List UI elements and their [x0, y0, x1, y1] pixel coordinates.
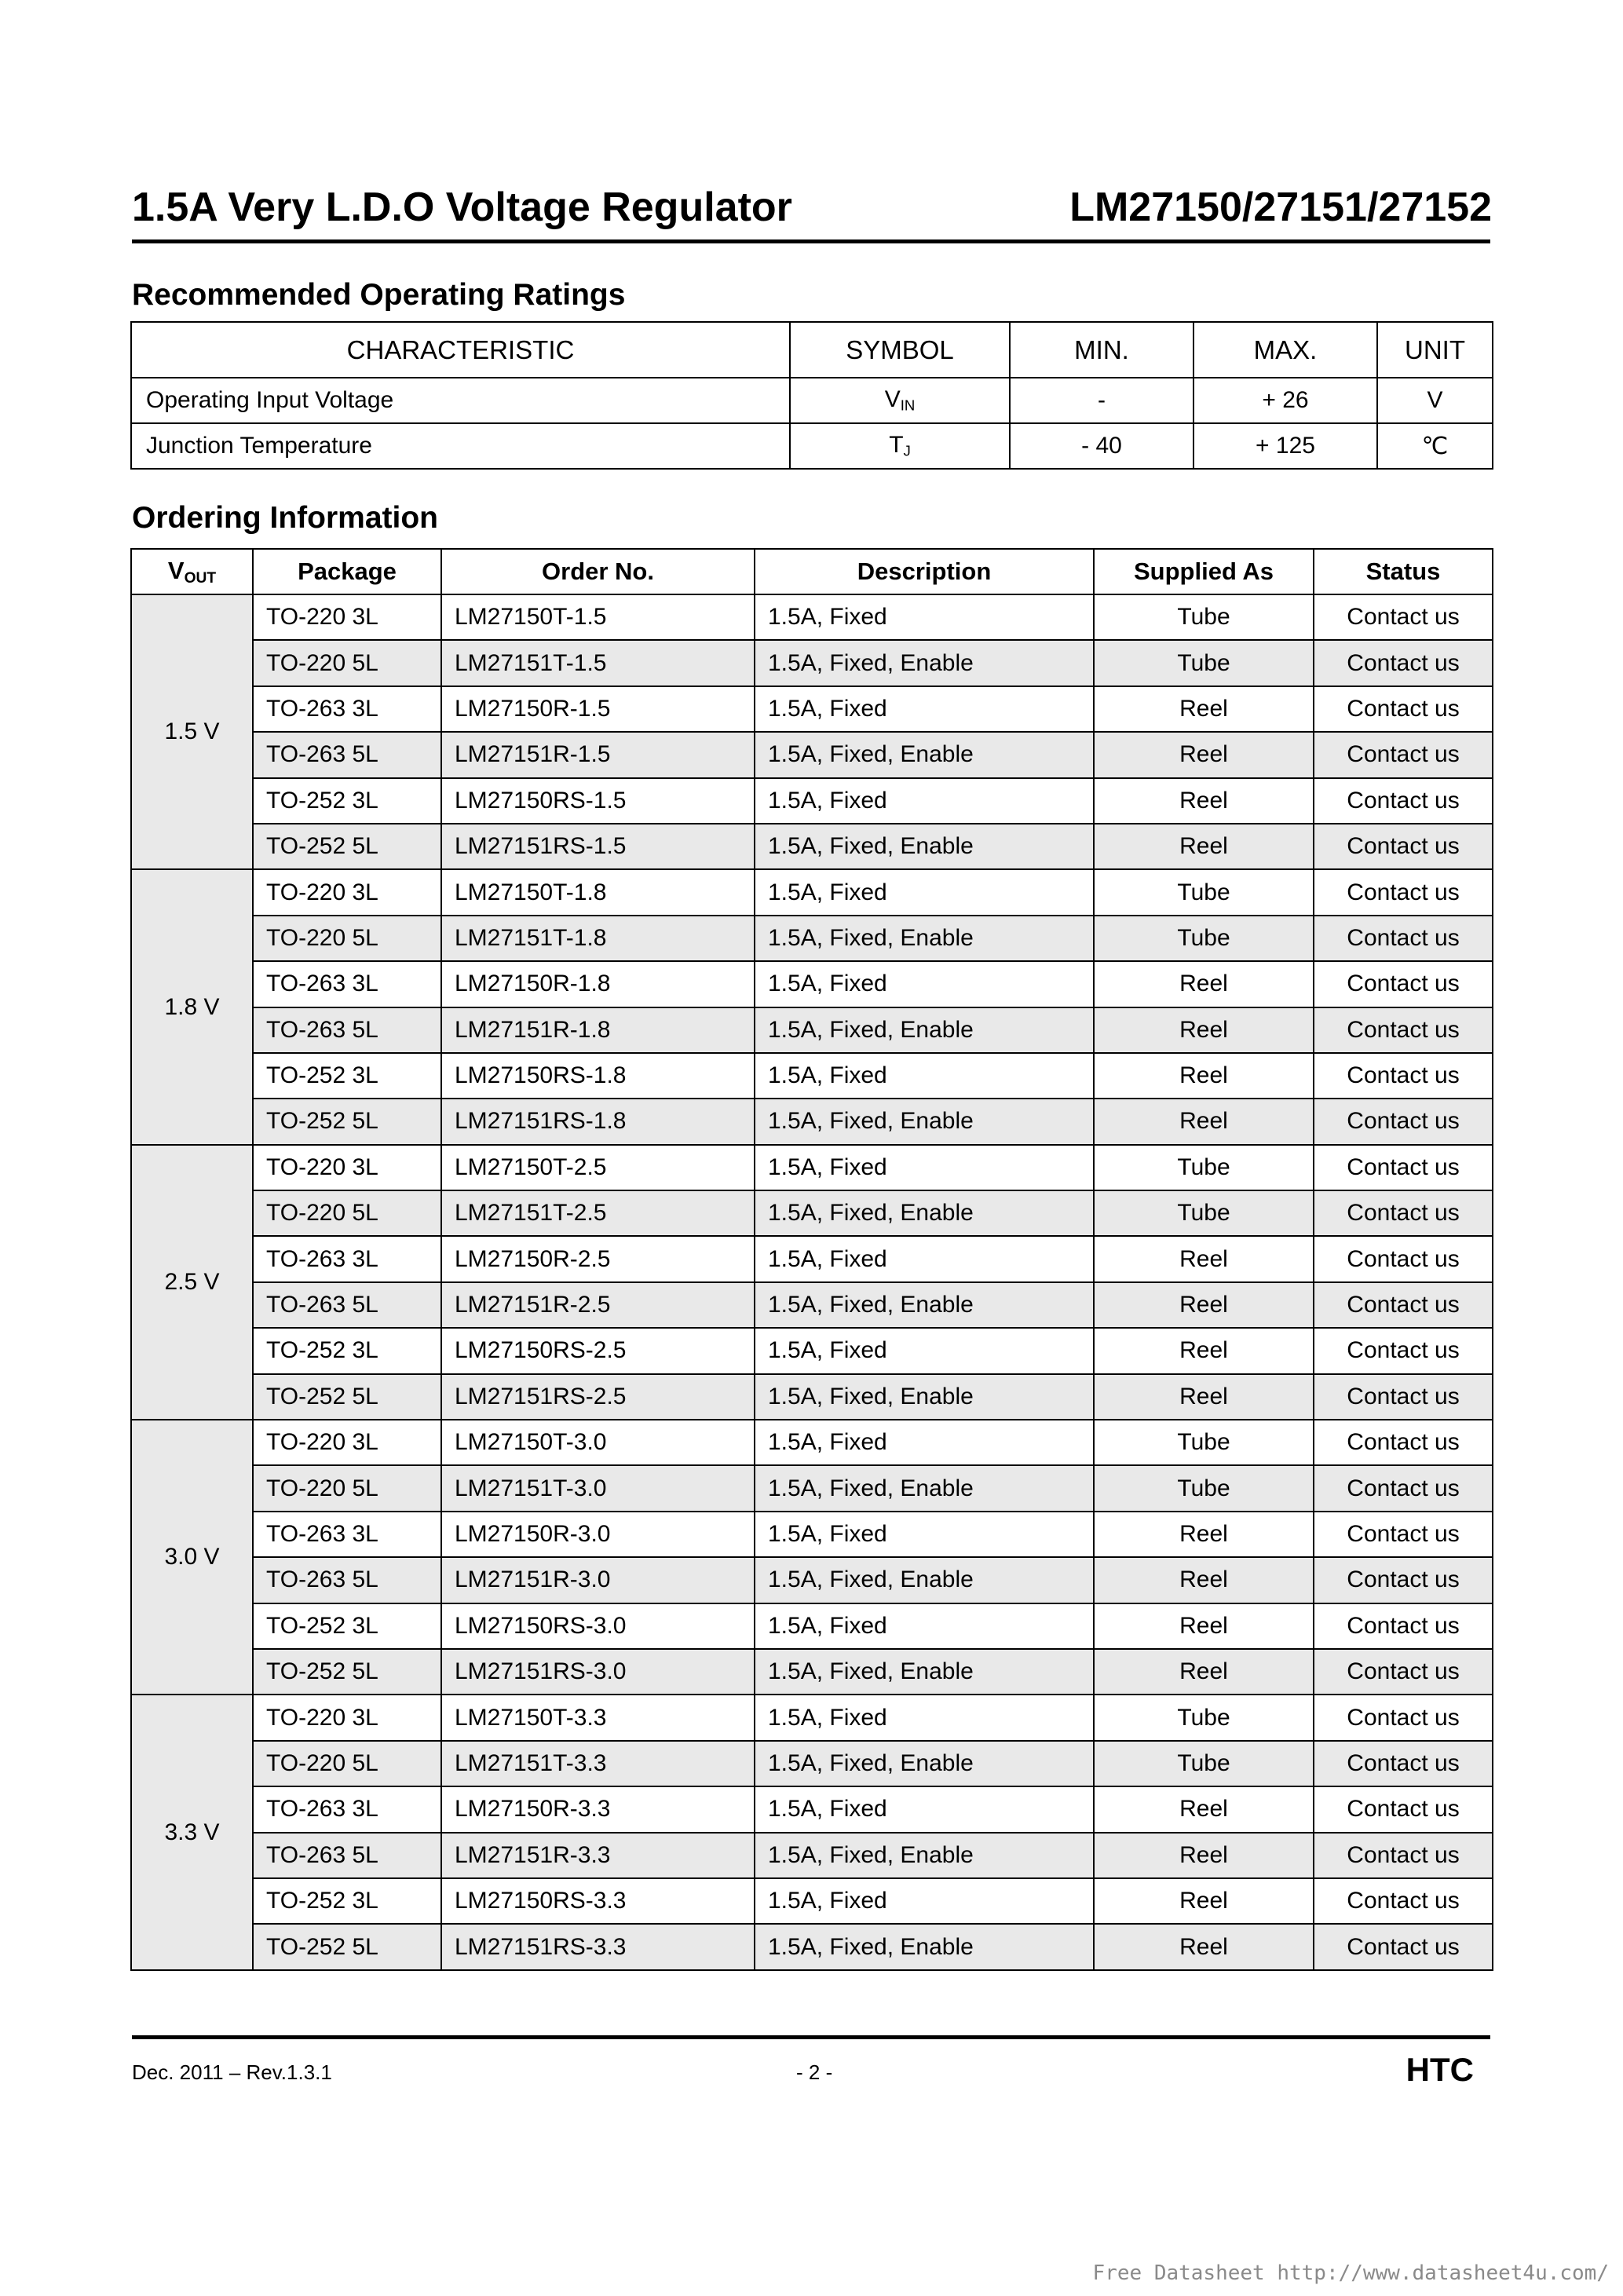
description-cell: 1.5A, Fixed, Enable: [755, 640, 1094, 686]
status-cell: Contact us: [1314, 1649, 1493, 1695]
ratings-symbol: [790, 423, 1010, 469]
supplied-as-cell: Reel: [1094, 1833, 1314, 1878]
package-cell: TO-263 5L: [253, 732, 441, 777]
supplied-as-cell: Reel: [1094, 1282, 1314, 1328]
description-cell: 1.5A, Fixed: [755, 1786, 1094, 1832]
package-cell: TO-263 5L: [253, 1007, 441, 1053]
status-cell: Contact us: [1314, 686, 1493, 732]
ordering-row: [131, 1878, 1493, 1924]
supplied-as-cell: Tube: [1094, 1145, 1314, 1190]
supplied-as-cell: Reel: [1094, 1924, 1314, 1969]
order-no-cell: LM27151T-1.8: [441, 916, 755, 961]
supplied-as-cell: Tube: [1094, 916, 1314, 961]
status-cell: Contact us: [1314, 594, 1493, 640]
ordering-row: [131, 640, 1493, 686]
package-cell: TO-252 5L: [253, 1374, 441, 1420]
supplied-as-cell: Reel: [1094, 686, 1314, 732]
status-cell: Contact us: [1314, 1878, 1493, 1924]
status-cell: Contact us: [1314, 1374, 1493, 1420]
description-cell: 1.5A, Fixed, Enable: [755, 1649, 1094, 1695]
status-cell: Contact us: [1314, 1512, 1493, 1557]
status-cell: Contact us: [1314, 1557, 1493, 1603]
description-cell: 1.5A, Fixed, Enable: [755, 824, 1094, 869]
supplied-as-cell: Tube: [1094, 1695, 1314, 1740]
supplied-as-cell: Tube: [1094, 594, 1314, 640]
description-cell: 1.5A, Fixed: [755, 778, 1094, 824]
supplied-as-cell: Reel: [1094, 1374, 1314, 1420]
package-cell: TO-220 5L: [253, 1741, 441, 1786]
ratings-max: + 125: [1193, 423, 1377, 469]
footer-page-number: - 2 -: [796, 2060, 833, 2084]
status-cell: Contact us: [1314, 869, 1493, 915]
package-cell: TO-220 5L: [253, 1190, 441, 1236]
package-cell: TO-220 5L: [253, 640, 441, 686]
status-cell: Contact us: [1314, 916, 1493, 961]
watermark-text: Free Datasheet http://www.datasheet4u.com/: [1092, 2261, 1609, 2285]
footer-divider: [132, 2035, 1490, 2039]
ordering-row: [131, 1924, 1493, 1969]
status-cell: Contact us: [1314, 778, 1493, 824]
ordering-row: [131, 1053, 1493, 1099]
ordering-row: [131, 1236, 1493, 1281]
order-no-cell: LM27151T-2.5: [441, 1190, 755, 1236]
symbol-subscript: IN: [900, 397, 916, 414]
package-cell: TO-220 5L: [253, 916, 441, 961]
order-no-cell: LM27150RS-1.8: [441, 1053, 755, 1099]
status-cell: Contact us: [1314, 1420, 1493, 1465]
vout-group-cell: 2.5 V: [131, 1145, 253, 1420]
ordering-row: [131, 686, 1493, 732]
ratings-row: [131, 378, 1493, 423]
vout-group-cell: 3.3 V: [131, 1695, 253, 1969]
supplied-as-cell: Tube: [1094, 1420, 1314, 1465]
package-cell: TO-220 3L: [253, 1695, 441, 1740]
ratings-col-unit: UNIT: [1377, 322, 1493, 378]
package-cell: TO-263 5L: [253, 1557, 441, 1603]
ordering-row: [131, 1833, 1493, 1878]
order-no-cell: LM27150T-2.5: [441, 1145, 755, 1190]
description-cell: 1.5A, Fixed, Enable: [755, 732, 1094, 777]
ratings-col-min: MIN.: [1010, 322, 1193, 378]
supplied-as-cell: Reel: [1094, 824, 1314, 869]
supplied-as-cell: Reel: [1094, 1236, 1314, 1281]
status-cell: Contact us: [1314, 1053, 1493, 1099]
symbol-main: T: [889, 432, 904, 459]
ordering-header-row: [131, 549, 1493, 594]
supplied-as-cell: Reel: [1094, 1878, 1314, 1924]
order-no-cell: LM27151RS-2.5: [441, 1374, 755, 1420]
description-cell: 1.5A, Fixed, Enable: [755, 916, 1094, 961]
status-cell: Contact us: [1314, 1282, 1493, 1328]
description-cell: 1.5A, Fixed, Enable: [755, 1465, 1094, 1511]
ordering-row: [131, 1420, 1493, 1465]
order-no-cell: LM27151R-3.3: [441, 1833, 755, 1878]
package-cell: TO-220 3L: [253, 869, 441, 915]
ratings-section-title: Recommended Operating Ratings: [132, 278, 626, 312]
status-cell: Contact us: [1314, 1236, 1493, 1281]
package-cell: TO-220 3L: [253, 1145, 441, 1190]
vout-group-cell: 1.8 V: [131, 869, 253, 1144]
ordering-row: [131, 732, 1493, 777]
supplied-as-cell: Tube: [1094, 1741, 1314, 1786]
package-cell: TO-252 3L: [253, 778, 441, 824]
order-no-cell: LM27151RS-3.3: [441, 1924, 755, 1969]
package-cell: TO-220 3L: [253, 1420, 441, 1465]
order-no-cell: LM27150R-3.0: [441, 1512, 755, 1557]
description-cell: 1.5A, Fixed, Enable: [755, 1833, 1094, 1878]
description-cell: 1.5A, Fixed, Enable: [755, 1741, 1094, 1786]
ordering-body: [131, 594, 1493, 1970]
status-cell: Contact us: [1314, 1099, 1493, 1144]
ratings-table: [130, 321, 1493, 470]
ratings-characteristic: Operating Input Voltage: [131, 378, 790, 423]
order-no-cell: LM27150RS-2.5: [441, 1328, 755, 1373]
ordering-col-status: Status: [1314, 549, 1493, 594]
package-cell: TO-252 5L: [253, 1924, 441, 1969]
order-no-cell: LM27150R-3.3: [441, 1786, 755, 1832]
ordering-row: [131, 1190, 1493, 1236]
ordering-row: [131, 778, 1493, 824]
package-cell: TO-252 3L: [253, 1328, 441, 1373]
status-cell: Contact us: [1314, 640, 1493, 686]
order-no-cell: LM27151RS-1.8: [441, 1099, 755, 1144]
description-cell: 1.5A, Fixed: [755, 1695, 1094, 1740]
order-no-cell: LM27151R-1.5: [441, 732, 755, 777]
status-cell: Contact us: [1314, 1741, 1493, 1786]
ordering-row: [131, 1741, 1493, 1786]
package-cell: TO-252 3L: [253, 1878, 441, 1924]
supplied-as-cell: Tube: [1094, 640, 1314, 686]
package-cell: TO-220 3L: [253, 594, 441, 640]
supplied-as-cell: Reel: [1094, 1649, 1314, 1695]
ordering-row: [131, 1649, 1493, 1695]
package-cell: TO-263 5L: [253, 1282, 441, 1328]
description-cell: 1.5A, Fixed: [755, 1328, 1094, 1373]
description-cell: 1.5A, Fixed, Enable: [755, 1557, 1094, 1603]
symbol-main: V: [884, 386, 901, 413]
order-no-cell: LM27151T-3.0: [441, 1465, 755, 1511]
package-cell: TO-252 5L: [253, 1649, 441, 1695]
order-no-cell: LM27150RS-3.3: [441, 1878, 755, 1924]
status-cell: Contact us: [1314, 1695, 1493, 1740]
vout-group-cell: 3.0 V: [131, 1420, 253, 1695]
description-cell: 1.5A, Fixed: [755, 686, 1094, 732]
supplied-as-cell: Tube: [1094, 1190, 1314, 1236]
description-cell: 1.5A, Fixed: [755, 1512, 1094, 1557]
package-cell: TO-252 3L: [253, 1603, 441, 1649]
package-cell: TO-252 5L: [253, 824, 441, 869]
description-cell: 1.5A, Fixed, Enable: [755, 1007, 1094, 1053]
status-cell: Contact us: [1314, 1328, 1493, 1373]
supplied-as-cell: Reel: [1094, 961, 1314, 1007]
ordering-row: [131, 1512, 1493, 1557]
package-cell: TO-252 5L: [253, 1099, 441, 1144]
supplied-as-cell: Reel: [1094, 1512, 1314, 1557]
supplied-as-cell: Reel: [1094, 1786, 1314, 1832]
ordering-section-title: Ordering Information: [132, 501, 438, 535]
order-no-cell: LM27151T-3.3: [441, 1741, 755, 1786]
description-cell: 1.5A, Fixed, Enable: [755, 1374, 1094, 1420]
ordering-row: [131, 1465, 1493, 1511]
ordering-row: [131, 1695, 1493, 1740]
ordering-row: [131, 1328, 1493, 1373]
package-cell: TO-252 3L: [253, 1053, 441, 1099]
vout-group-cell: 1.5 V: [131, 594, 253, 869]
ratings-row: [131, 423, 1493, 469]
order-no-cell: LM27151RS-1.5: [441, 824, 755, 869]
vout-subscript: OUT: [184, 569, 217, 587]
description-cell: 1.5A, Fixed: [755, 1236, 1094, 1281]
ordering-row: [131, 1557, 1493, 1603]
supplied-as-cell: Reel: [1094, 1557, 1314, 1603]
ordering-row: [131, 824, 1493, 869]
supplied-as-cell: Reel: [1094, 732, 1314, 777]
footer-brand: HTC: [1406, 2051, 1474, 2088]
description-cell: 1.5A, Fixed: [755, 869, 1094, 915]
package-cell: TO-263 3L: [253, 1236, 441, 1281]
ordering-row: [131, 1374, 1493, 1420]
status-cell: Contact us: [1314, 1465, 1493, 1511]
order-no-cell: LM27151RS-3.0: [441, 1649, 755, 1695]
description-cell: 1.5A, Fixed: [755, 1603, 1094, 1649]
ratings-max: + 26: [1193, 378, 1377, 423]
ratings-min: - 40: [1010, 423, 1193, 469]
supplied-as-cell: Tube: [1094, 869, 1314, 915]
ordering-table: [130, 548, 1493, 1971]
package-cell: TO-220 5L: [253, 1465, 441, 1511]
status-cell: Contact us: [1314, 1924, 1493, 1969]
ratings-unit: V: [1377, 378, 1493, 423]
package-cell: TO-263 3L: [253, 1786, 441, 1832]
ordering-row: [131, 916, 1493, 961]
supplied-as-cell: Reel: [1094, 1007, 1314, 1053]
status-cell: Contact us: [1314, 1145, 1493, 1190]
document-title: 1.5A Very L.D.O Voltage Regulator: [132, 185, 792, 230]
ratings-min: -: [1010, 378, 1193, 423]
ordering-col-vout: [131, 549, 253, 594]
order-no-cell: LM27150RS-3.0: [441, 1603, 755, 1649]
description-cell: 1.5A, Fixed: [755, 1878, 1094, 1924]
ordering-row: [131, 1282, 1493, 1328]
status-cell: Contact us: [1314, 1190, 1493, 1236]
order-no-cell: LM27150T-1.5: [441, 594, 755, 640]
ordering-row: [131, 1145, 1493, 1190]
description-cell: 1.5A, Fixed: [755, 1145, 1094, 1190]
ordering-col-description: Description: [755, 549, 1094, 594]
order-no-cell: LM27151R-3.0: [441, 1557, 755, 1603]
vout-main: V: [167, 556, 185, 584]
ordering-row: [131, 594, 1493, 640]
ratings-unit: ℃: [1377, 423, 1493, 469]
status-cell: Contact us: [1314, 1603, 1493, 1649]
description-cell: 1.5A, Fixed, Enable: [755, 1282, 1094, 1328]
ordering-col-supplied-as: Supplied As: [1094, 549, 1314, 594]
ordering-row: [131, 1786, 1493, 1832]
ordering-row: [131, 869, 1493, 915]
order-no-cell: LM27151R-1.8: [441, 1007, 755, 1053]
description-cell: 1.5A, Fixed: [755, 1420, 1094, 1465]
order-no-cell: LM27150T-3.3: [441, 1695, 755, 1740]
description-cell: 1.5A, Fixed, Enable: [755, 1190, 1094, 1236]
ratings-header-row: [131, 322, 1493, 378]
order-no-cell: LM27150R-1.8: [441, 961, 755, 1007]
header-divider: [132, 239, 1490, 243]
supplied-as-cell: Reel: [1094, 778, 1314, 824]
ordering-col-order-no: Order No.: [441, 549, 755, 594]
package-cell: TO-263 5L: [253, 1833, 441, 1878]
supplied-as-cell: Reel: [1094, 1099, 1314, 1144]
supplied-as-cell: Reel: [1094, 1603, 1314, 1649]
status-cell: Contact us: [1314, 961, 1493, 1007]
description-cell: 1.5A, Fixed: [755, 594, 1094, 640]
supplied-as-cell: Reel: [1094, 1328, 1314, 1373]
supplied-as-cell: Tube: [1094, 1465, 1314, 1511]
ratings-characteristic: Junction Temperature: [131, 423, 790, 469]
ordering-row: [131, 1603, 1493, 1649]
footer-date-revision: Dec. 2011 – Rev.1.3.1: [132, 2060, 332, 2084]
status-cell: Contact us: [1314, 1007, 1493, 1053]
ratings-symbol: [790, 378, 1010, 423]
symbol-subscript: J: [903, 442, 911, 459]
order-no-cell: LM27151T-1.5: [441, 640, 755, 686]
ordering-row: [131, 961, 1493, 1007]
package-cell: TO-263 3L: [253, 1512, 441, 1557]
order-no-cell: LM27150R-1.5: [441, 686, 755, 732]
ratings-col-characteristic: CHARACTERISTIC: [131, 322, 790, 378]
status-cell: Contact us: [1314, 824, 1493, 869]
part-numbers: LM27150/27151/27152: [1069, 185, 1492, 230]
order-no-cell: LM27151R-2.5: [441, 1282, 755, 1328]
description-cell: 1.5A, Fixed, Enable: [755, 1099, 1094, 1144]
supplied-as-cell: Reel: [1094, 1053, 1314, 1099]
description-cell: 1.5A, Fixed: [755, 961, 1094, 1007]
description-cell: 1.5A, Fixed, Enable: [755, 1924, 1094, 1969]
package-cell: TO-263 3L: [253, 686, 441, 732]
status-cell: Contact us: [1314, 1833, 1493, 1878]
description-cell: 1.5A, Fixed: [755, 1053, 1094, 1099]
order-no-cell: LM27150RS-1.5: [441, 778, 755, 824]
ratings-col-max: MAX.: [1193, 322, 1377, 378]
ordering-row: [131, 1007, 1493, 1053]
ratings-col-symbol: SYMBOL: [790, 322, 1010, 378]
status-cell: Contact us: [1314, 1786, 1493, 1832]
ordering-row: [131, 1099, 1493, 1144]
order-no-cell: LM27150T-3.0: [441, 1420, 755, 1465]
ordering-col-package: Package: [253, 549, 441, 594]
package-cell: TO-263 3L: [253, 961, 441, 1007]
order-no-cell: LM27150R-2.5: [441, 1236, 755, 1281]
status-cell: Contact us: [1314, 732, 1493, 777]
order-no-cell: LM27150T-1.8: [441, 869, 755, 915]
